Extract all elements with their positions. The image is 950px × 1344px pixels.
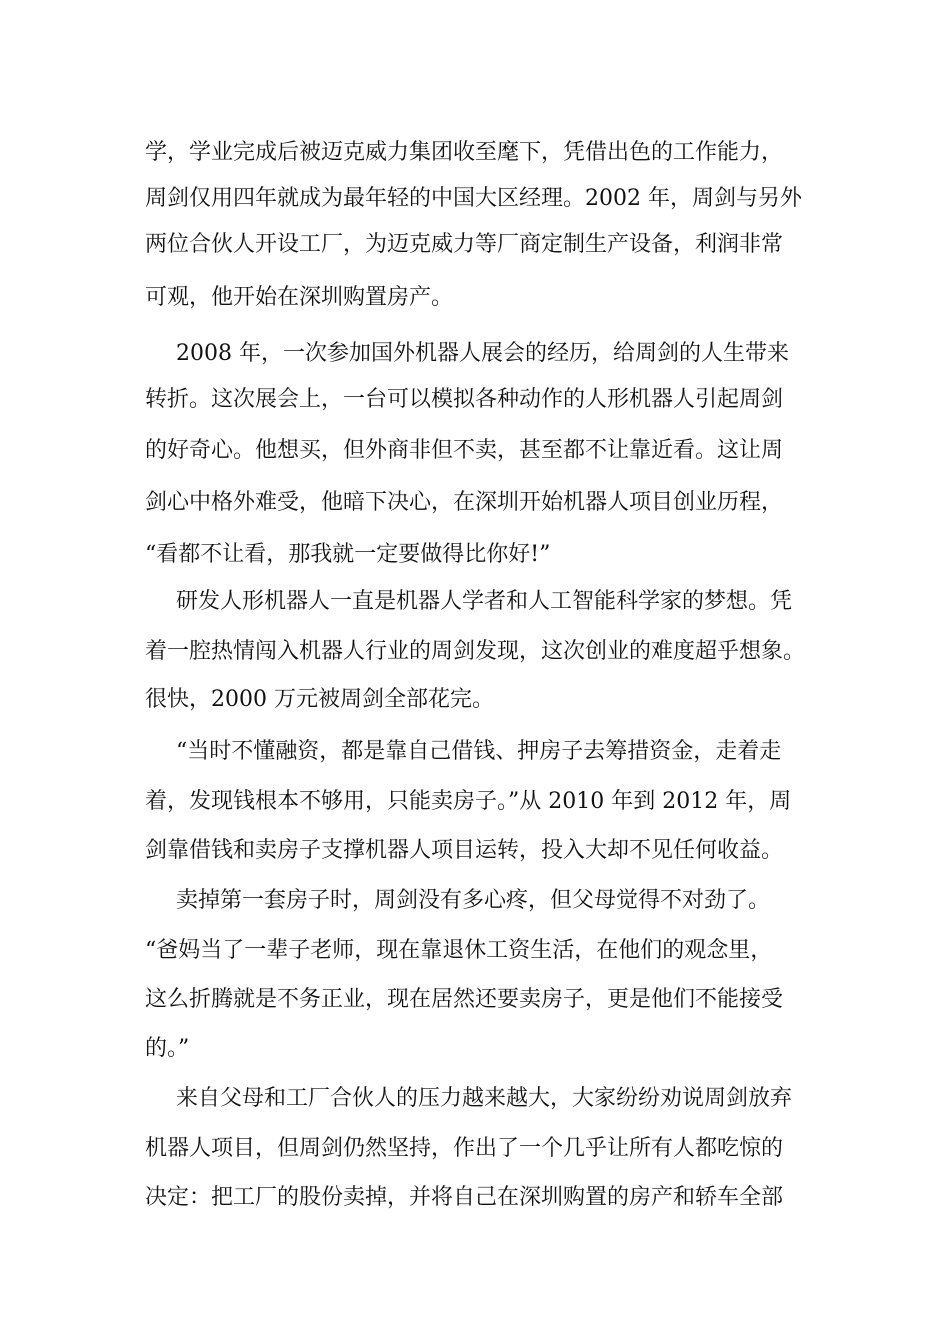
text-line-7: 的好奇心。他想买，但外商非但不卖，甚至都不让靠近看。这让周 xyxy=(145,438,784,463)
text-line-2: 周剑仅用四年就成为最年轻的中国大区经理。2002 年，周剑与另外 xyxy=(145,186,802,211)
text-line-18: 这么折腾就是不务正业，现在居然还要卖房子，更是他们不能接受 xyxy=(145,987,784,1012)
text-line-19: 的。” xyxy=(145,1036,190,1061)
text-line-21: 机器人项目，但周剑仍然坚持，作出了一个几乎让所有人都吃惊的 xyxy=(145,1136,784,1161)
text-line-3: 两位合伙人开设工厂，为迈克威力等厂商定制生产设备，利润非常 xyxy=(145,232,784,257)
text-line-20: 来自父母和工厂合伙人的压力越来越大，大家纷纷劝说周剑放弃 xyxy=(176,1086,793,1111)
text-line-14: 着，发现钱根本不够用，只能卖房子。”从 2010 年到 2012 年，周 xyxy=(145,789,792,814)
text-line-6: 转折。这次展会上，一台可以模拟各种动作的人形机器人引起周剑 xyxy=(145,387,784,412)
text-line-1: 学，学业完成后被迈克威力集团收至麾下，凭借出色的工作能力， xyxy=(145,140,784,165)
text-line-4: 可观，他开始在深圳购置房产。 xyxy=(145,285,454,310)
text-line-10: 研发人形机器人一直是机器人学者和人工智能科学家的梦想。凭 xyxy=(176,589,793,614)
text-line-15: 剑靠借钱和卖房子支撑机器人项目运转，投入大却不见任何收益。 xyxy=(145,838,784,863)
text-line-16: 卖掉第一套房子时，周剑没有多心疼，但父母觉得不对劲了。 xyxy=(176,888,771,913)
text-line-5: 2008 年，一次参加国外机器人展会的经历，给周剑的人生带来 xyxy=(176,341,789,366)
text-line-11: 着一腔热情闯入机器人行业的周剑发现，这次创业的难度超乎想象。 xyxy=(145,639,806,664)
text-line-13: “当时不懂融资，都是靠自己借钱、押房子去筹措资金，走着走 xyxy=(176,739,782,764)
text-line-22: 决定：把工厂的股份卖掉，并将自己在深圳购置的房产和轿车全部 xyxy=(145,1185,784,1210)
text-line-8: 剑心中格外难受，他暗下决心，在深圳开始机器人项目创业历程， xyxy=(145,490,784,515)
text-line-12: 很快，2000 万元被周剑全部花完。 xyxy=(145,687,494,712)
text-line-9: “看都不让看，那我就一定要做得比你好!” xyxy=(145,542,551,567)
text-line-17: “爸妈当了一辈子老师，现在靠退休工资生活，在他们的观念里， xyxy=(145,938,773,963)
